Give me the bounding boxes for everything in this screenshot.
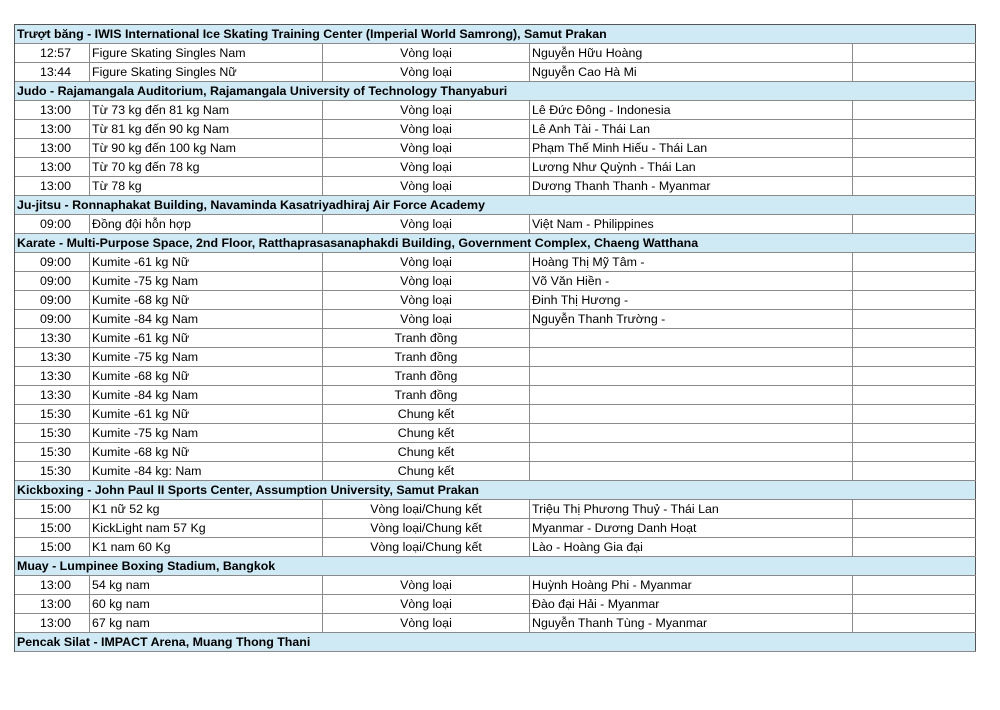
table-row (15, 177, 976, 196)
event-cell: 54 kg nam (90, 576, 323, 594)
schedule-table (14, 24, 976, 652)
time-cell: 15:30 (15, 462, 90, 480)
athlete-cell: Việt Nam - Philippines (530, 215, 853, 233)
empty-cell (853, 63, 976, 81)
table-row (15, 367, 976, 386)
athlete-cell (530, 348, 853, 366)
event-cell: Kumite -84 kg Nam (90, 310, 323, 328)
empty-cell (853, 253, 976, 271)
event-cell: Kumite -68 kg Nữ (90, 443, 323, 461)
table-row (15, 500, 976, 519)
empty-cell (853, 367, 976, 385)
athlete-cell (530, 462, 853, 480)
event-cell: Kumite -75 kg Nam (90, 272, 323, 290)
event-cell: Kumite -68 kg Nữ (90, 367, 323, 385)
empty-cell (853, 424, 976, 442)
table-row (15, 272, 976, 291)
round-cell: Tranh đồng (323, 348, 530, 366)
time-cell: 13:00 (15, 101, 90, 119)
empty-cell (853, 614, 976, 632)
event-cell: Đồng đội hỗn hợp (90, 215, 323, 233)
event-cell: Từ 73 kg đến 81 kg Nam (90, 101, 323, 119)
empty-cell (853, 519, 976, 537)
athlete-cell (530, 386, 853, 404)
round-cell: Vòng loại (323, 291, 530, 309)
time-cell: 13:00 (15, 576, 90, 594)
round-cell: Vòng loại (323, 177, 530, 195)
empty-cell (853, 101, 976, 119)
round-cell: Chung kết (323, 424, 530, 442)
section-title: Judo - Rajamangala Auditorium, Rajamangala University of Technology Thanyaburi (15, 82, 976, 100)
table-row (15, 519, 976, 538)
time-cell: 13:00 (15, 158, 90, 176)
event-cell: Kumite -61 kg Nữ (90, 253, 323, 271)
empty-cell (853, 44, 976, 62)
time-cell: 15:30 (15, 443, 90, 461)
empty-cell (853, 386, 976, 404)
table-row (15, 120, 976, 139)
round-cell: Vòng loại/Chung kết (323, 500, 530, 518)
athlete-cell: Hoàng Thị Mỹ Tâm - (530, 253, 853, 271)
athlete-cell: Đinh Thị Hương - (530, 291, 853, 309)
section-title: Trượt băng - IWIS International Ice Skating Training Center (Imperial World Samrong), Samut Prakan (15, 25, 976, 43)
round-cell: Vòng loại (323, 576, 530, 594)
empty-cell (853, 272, 976, 290)
event-cell: K1 nữ 52 kg (90, 500, 323, 518)
section-header-row (15, 82, 976, 101)
athlete-cell (530, 405, 853, 423)
empty-cell (853, 462, 976, 480)
round-cell: Chung kết (323, 443, 530, 461)
round-cell: Vòng loại (323, 614, 530, 632)
athlete-cell: Huỳnh Hoàng Phi - Myanmar (530, 576, 853, 594)
round-cell: Vòng loại/Chung kết (323, 519, 530, 537)
time-cell: 09:00 (15, 253, 90, 271)
empty-cell (853, 158, 976, 176)
event-cell: Kumite -68 kg Nữ (90, 291, 323, 309)
time-cell: 13:00 (15, 139, 90, 157)
table-row (15, 101, 976, 120)
section-title: Karate - Multi-Purpose Space, 2nd Floor, Ratthaprasasanaphakdi Building, Government Complex, Chaeng Watthana (15, 234, 976, 252)
event-cell: Từ 78 kg (90, 177, 323, 195)
time-cell: 13:00 (15, 177, 90, 195)
event-cell: Kumite -75 kg Nam (90, 348, 323, 366)
round-cell: Chung kết (323, 405, 530, 423)
time-cell: 13:30 (15, 348, 90, 366)
athlete-cell: Nguyễn Hữu Hoàng (530, 44, 853, 62)
section-header-row (15, 25, 976, 44)
empty-cell (853, 291, 976, 309)
empty-cell (853, 348, 976, 366)
table-row (15, 158, 976, 177)
section-header-row (15, 234, 976, 253)
time-cell: 15:30 (15, 424, 90, 442)
section-header-row (15, 481, 976, 500)
time-cell: 09:00 (15, 215, 90, 233)
time-cell: 09:00 (15, 310, 90, 328)
section-header-row (15, 633, 976, 652)
event-cell: K1 nam 60 Kg (90, 538, 323, 556)
round-cell: Vòng loại (323, 158, 530, 176)
round-cell: Vòng loại (323, 63, 530, 81)
empty-cell (853, 177, 976, 195)
time-cell: 13:30 (15, 329, 90, 347)
table-row (15, 538, 976, 557)
table-row (15, 595, 976, 614)
athlete-cell: Lương Như Quỳnh - Thái Lan (530, 158, 853, 176)
event-cell: 60 kg nam (90, 595, 323, 613)
empty-cell (853, 310, 976, 328)
athlete-cell: Nguyễn Cao Hà Mi (530, 63, 853, 81)
time-cell: 15:00 (15, 519, 90, 537)
round-cell: Tranh đồng (323, 367, 530, 385)
time-cell: 09:00 (15, 272, 90, 290)
round-cell: Vòng loại (323, 44, 530, 62)
time-cell: 13:00 (15, 614, 90, 632)
round-cell: Vòng loại (323, 101, 530, 119)
table-row (15, 405, 976, 424)
event-cell: 67 kg nam (90, 614, 323, 632)
empty-cell (853, 538, 976, 556)
round-cell: Vòng loại (323, 595, 530, 613)
empty-cell (853, 120, 976, 138)
empty-cell (853, 329, 976, 347)
event-cell: Kumite -61 kg Nữ (90, 329, 323, 347)
time-cell: 13:44 (15, 63, 90, 81)
table-row (15, 310, 976, 329)
athlete-cell: Lê Anh Tài - Thái Lan (530, 120, 853, 138)
time-cell: 13:00 (15, 120, 90, 138)
round-cell: Vòng loại/Chung kết (323, 538, 530, 556)
table-row (15, 443, 976, 462)
empty-cell (853, 595, 976, 613)
event-cell: Kumite -61 kg Nữ (90, 405, 323, 423)
event-cell: Kumite -84 kg: Nam (90, 462, 323, 480)
athlete-cell: Đào đại Hải - Myanmar (530, 595, 853, 613)
round-cell: Vòng loại (323, 253, 530, 271)
athlete-cell: Dương Thanh Thanh - Myanmar (530, 177, 853, 195)
table-row (15, 576, 976, 595)
table-row (15, 291, 976, 310)
round-cell: Vòng loại (323, 139, 530, 157)
athlete-cell: Võ Văn Hiền - (530, 272, 853, 290)
athlete-cell: Nguyễn Thanh Trường - (530, 310, 853, 328)
table-row (15, 44, 976, 63)
table-row (15, 63, 976, 82)
table-row (15, 139, 976, 158)
table-row (15, 253, 976, 272)
table-row (15, 386, 976, 405)
event-cell: Từ 70 kg đến 78 kg (90, 158, 323, 176)
event-cell: KickLight nam 57 Kg (90, 519, 323, 537)
event-cell: Figure Skating Singles Nam (90, 44, 323, 62)
time-cell: 13:30 (15, 367, 90, 385)
round-cell: Tranh đồng (323, 386, 530, 404)
athlete-cell (530, 329, 853, 347)
time-cell: 15:30 (15, 405, 90, 423)
athlete-cell (530, 424, 853, 442)
section-title: Ju-jitsu - Ronnaphakat Building, Navaminda Kasatriyadhiraj Air Force Academy (15, 196, 976, 214)
athlete-cell: Lê Đức Đông - Indonesia (530, 101, 853, 119)
table-row (15, 614, 976, 633)
time-cell: 13:30 (15, 386, 90, 404)
table-row (15, 215, 976, 234)
round-cell: Vòng loại (323, 272, 530, 290)
athlete-cell: Lào - Hoàng Gia đại (530, 538, 853, 556)
athlete-cell: Myanmar - Dương Danh Hoạt (530, 519, 853, 537)
table-row (15, 424, 976, 443)
round-cell: Vòng loại (323, 215, 530, 233)
event-cell: Kumite -75 kg Nam (90, 424, 323, 442)
event-cell: Từ 81 kg đến 90 kg Nam (90, 120, 323, 138)
time-cell: 12:57 (15, 44, 90, 62)
athlete-cell: Phạm Thế Minh Hiếu - Thái Lan (530, 139, 853, 157)
section-header-row (15, 557, 976, 576)
section-title: Muay - Lumpinee Boxing Stadium, Bangkok (15, 557, 976, 575)
empty-cell (853, 443, 976, 461)
empty-cell (853, 576, 976, 594)
event-cell: Kumite -84 kg Nam (90, 386, 323, 404)
time-cell: 15:00 (15, 538, 90, 556)
empty-cell (853, 405, 976, 423)
table-row (15, 462, 976, 481)
time-cell: 13:00 (15, 595, 90, 613)
section-title: Pencak Silat - IMPACT Arena, Muang Thong Thani (15, 633, 976, 651)
empty-cell (853, 500, 976, 518)
round-cell: Chung kết (323, 462, 530, 480)
round-cell: Vòng loại (323, 310, 530, 328)
empty-cell (853, 139, 976, 157)
athlete-cell (530, 443, 853, 461)
section-header-row (15, 196, 976, 215)
event-cell: Figure Skating Singles Nữ (90, 63, 323, 81)
round-cell: Tranh đồng (323, 329, 530, 347)
empty-cell (853, 215, 976, 233)
section-title: Kickboxing - John Paul II Sports Center, Assumption University, Samut Prakan (15, 481, 976, 499)
round-cell: Vòng loại (323, 120, 530, 138)
time-cell: 09:00 (15, 291, 90, 309)
athlete-cell (530, 367, 853, 385)
athlete-cell: Nguyễn Thanh Tùng - Myanmar (530, 614, 853, 632)
table-row (15, 329, 976, 348)
table-row (15, 348, 976, 367)
time-cell: 15:00 (15, 500, 90, 518)
athlete-cell: Triệu Thị Phương Thuỷ - Thái Lan (530, 500, 853, 518)
event-cell: Từ 90 kg đến 100 kg Nam (90, 139, 323, 157)
